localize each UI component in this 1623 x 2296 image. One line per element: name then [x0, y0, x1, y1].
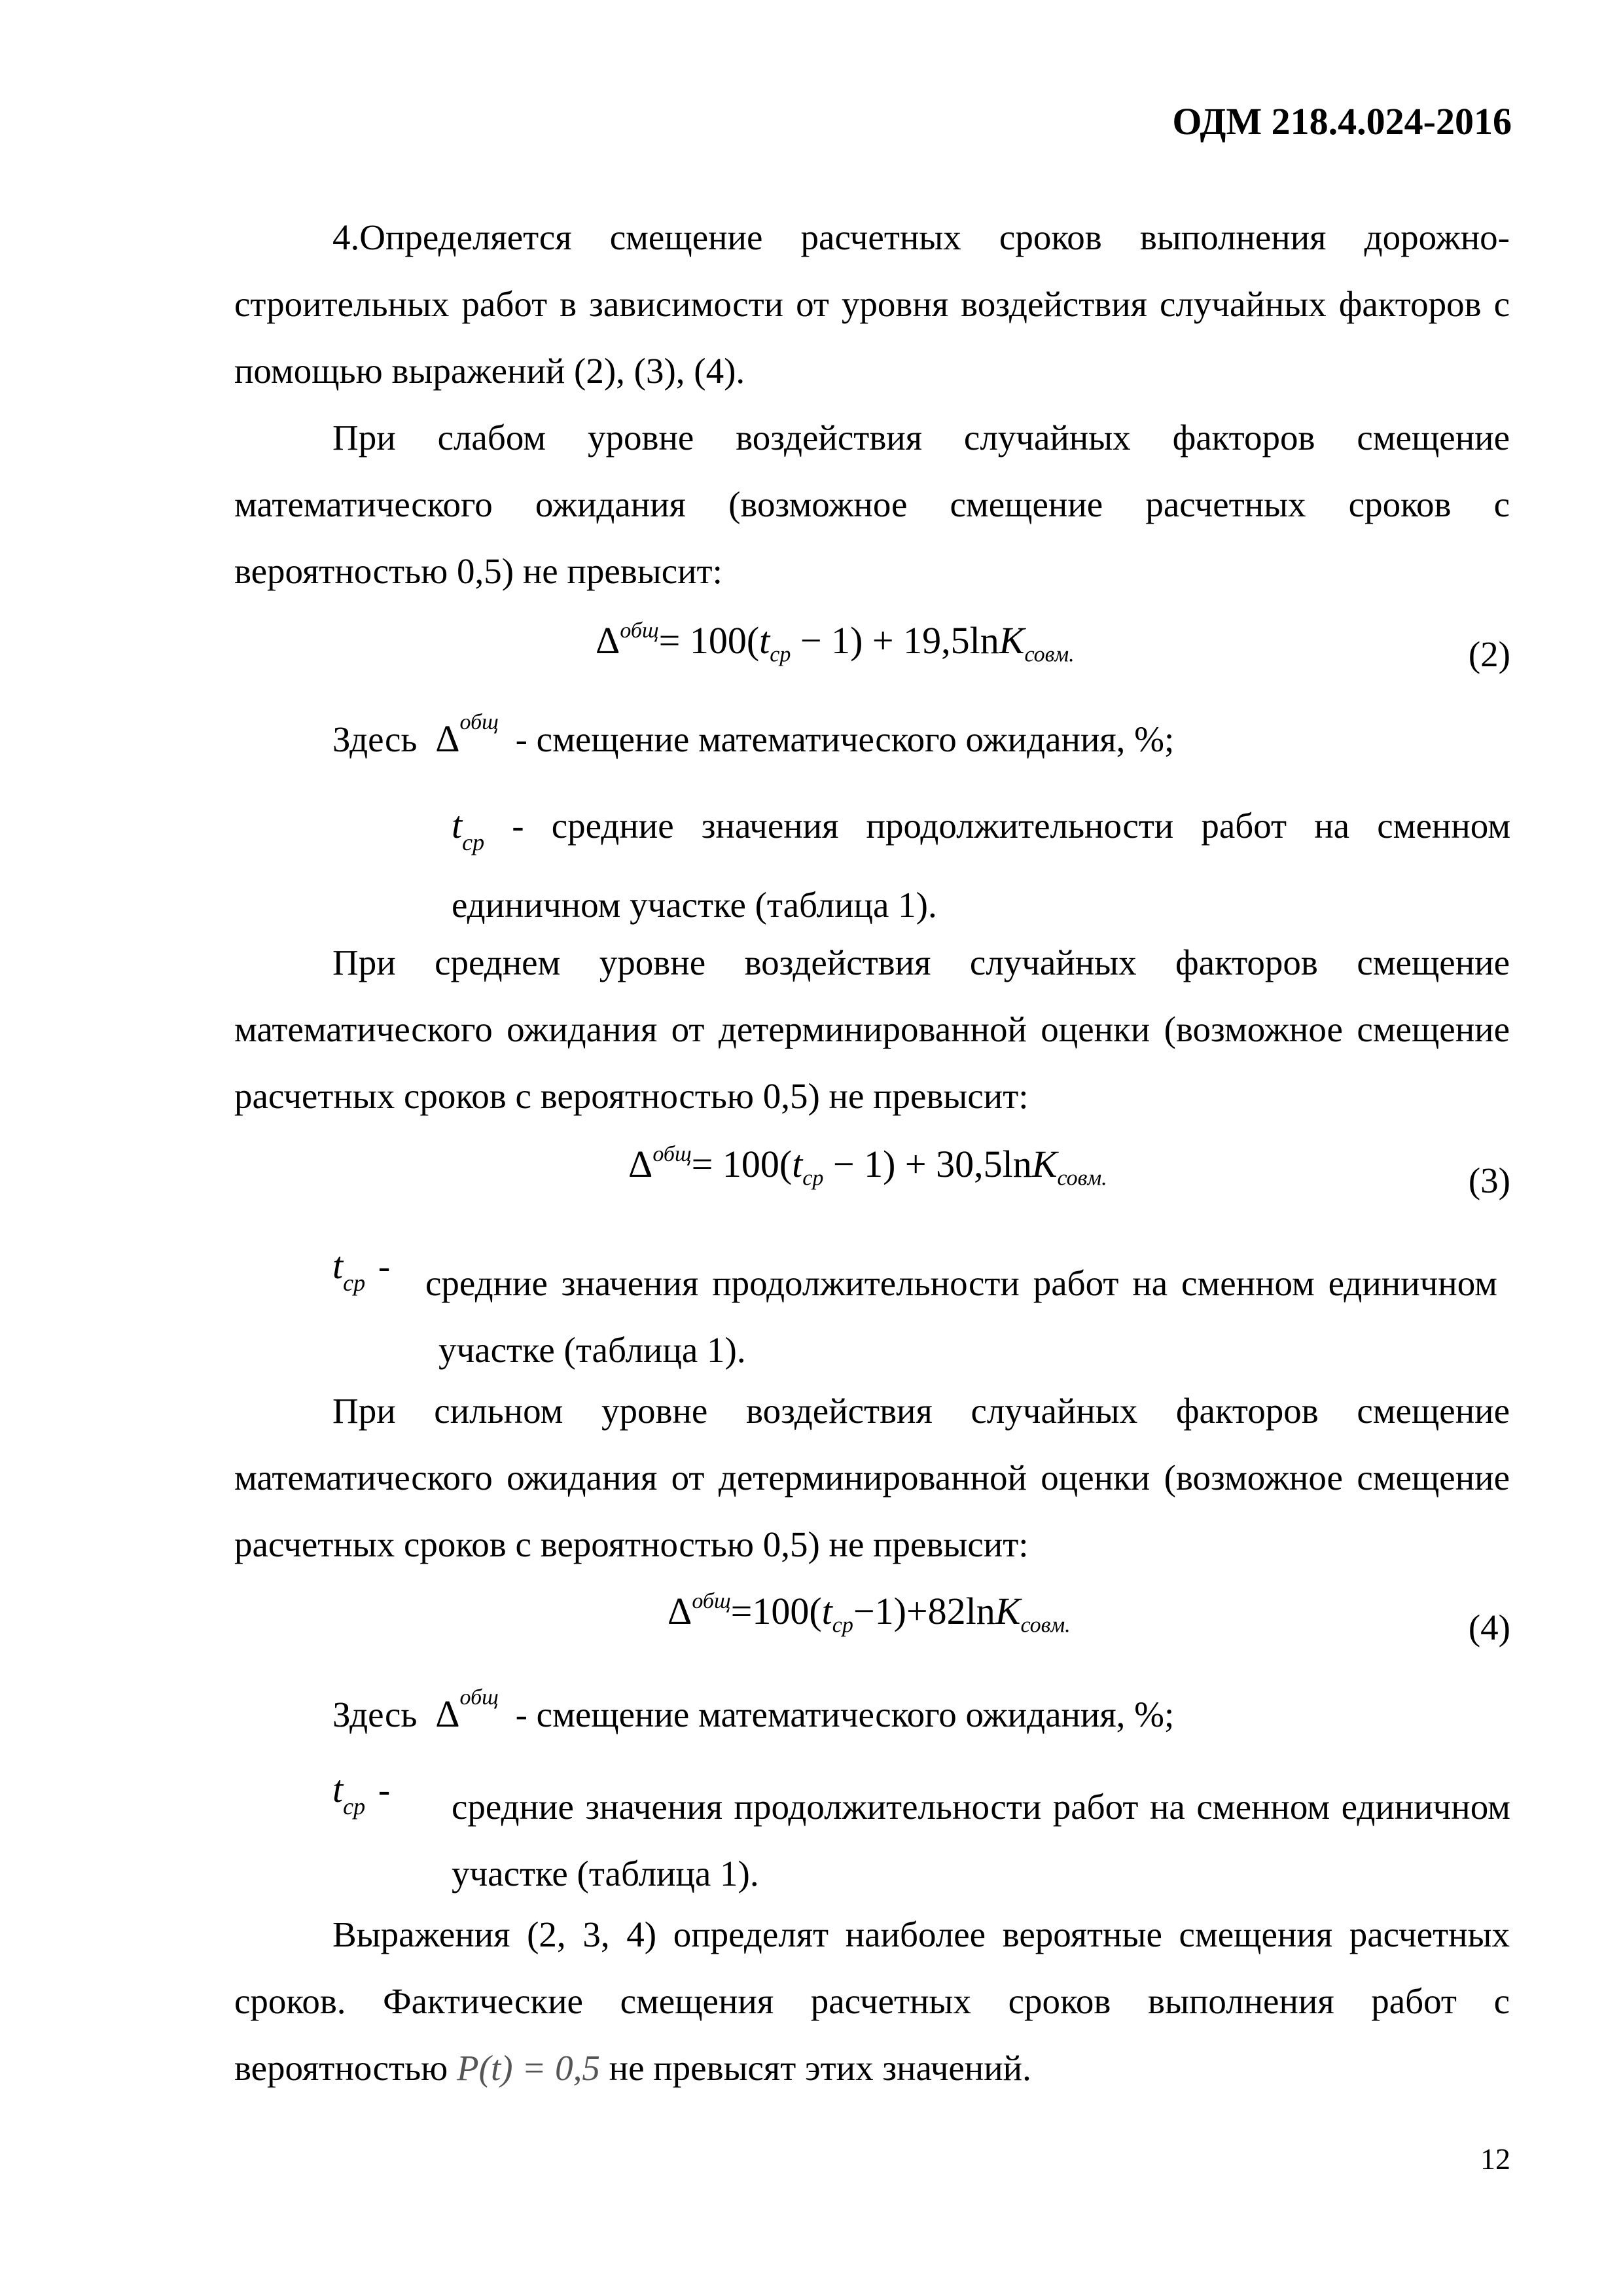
equation-2 [596, 619, 1075, 668]
variable-t: t [821, 1590, 832, 1632]
variable-k-subscript: совм. [1057, 1166, 1107, 1191]
definition-t-3-text-block [452, 1774, 1510, 1907]
definition-delta-2 [332, 1685, 1175, 1736]
definition-t-1 [452, 792, 1510, 939]
definition-text: - смещение математического ожидания, %; [515, 1695, 1175, 1734]
delta-symbol: Δ [435, 1693, 460, 1735]
paragraph-2-text: При слабом уровне воздействия случайных факторов смещение математического ожидания (возможное смещение расчетных сроков с вероятностью 0,5) не превысит: [234, 418, 1510, 591]
variable-t-subscript: ср [802, 1166, 824, 1191]
equation-body-part2: −1)+82ln [853, 1590, 995, 1632]
variable-t-subscript: ср [343, 1269, 366, 1296]
definition-text: средние значения продолжительности работ на сменном единичном участке (таблица 1). [452, 1787, 1510, 1893]
equation-3 [628, 1142, 1107, 1191]
variable-t-subscript: ср [343, 1793, 366, 1820]
delta-superscript: общ [692, 1588, 731, 1613]
document-code: ОДМ 218.4.024-2016 [1172, 100, 1512, 143]
definition-prefix: Здесь [332, 1695, 418, 1734]
equation-4 [668, 1589, 1071, 1638]
paragraph-4 [234, 1378, 1510, 1578]
definition-dash: - [378, 1770, 391, 1810]
paragraph-5 [234, 1901, 1510, 2102]
paragraph-3 [234, 929, 1510, 1130]
page-number: 12 [1480, 2142, 1510, 2176]
equation-3-number: (3) [1468, 1160, 1510, 1200]
paragraph-4-text: При сильном уровне воздействия случайных факторов смещение математического ожидания от детерминированной оценки (возможное смещение расчетных сроков с вероятностью 0,5) не превысит: [234, 1391, 1510, 1564]
equation-4-number: (4) [1468, 1607, 1510, 1647]
variable-k: K [999, 619, 1025, 662]
definition-t-2 [332, 1244, 391, 1296]
paragraph-3-text: При среднем уровне воздействия случайных факторов смещение математического ожидания от детерминированной оценки (возможное смещение расчетных сроков с вероятностью 0,5) не превысит: [234, 942, 1510, 1116]
variable-t: t [759, 619, 770, 662]
delta-superscript: общ [652, 1141, 692, 1166]
definition-dash: - [378, 1246, 391, 1286]
definition-delta-1 [332, 709, 1175, 761]
equation-body-part1: = 100( [691, 1143, 793, 1185]
equation-body-part2: − 1) + 19,5ln [791, 619, 999, 662]
equation-body-part2: − 1) + 30,5ln [823, 1143, 1032, 1185]
variable-t: t [332, 1768, 344, 1810]
delta-superscript: общ [459, 1685, 499, 1710]
equation-body-part1: = 100( [658, 619, 760, 662]
variable-t: t [792, 1143, 803, 1185]
definition-t-2-text-block [425, 1250, 1510, 1384]
paragraph-2 [234, 404, 1510, 605]
variable-t-subscript: ср [462, 829, 485, 855]
variable-k: K [995, 1590, 1021, 1632]
paragraph-1-text: 4.Определяется смещение расчетных сроков выполнения дорожно-строительных работ в зависимости от уровня воздействия случайных факторов с помощью выражений (2), (3), (4). [234, 217, 1510, 391]
definition-text: - смещение математического ожидания, %; [515, 719, 1175, 759]
variable-t: t [452, 804, 463, 846]
definition-prefix: Здесь [332, 719, 418, 759]
paragraph-5-tail: не превысят этих значений. [609, 2048, 1031, 2088]
definition-text: средние значения продолжительности работ на сменном единичном участке (таблица 1). [425, 1263, 1497, 1370]
delta-superscript: общ [620, 618, 659, 643]
variable-t: t [332, 1244, 344, 1287]
equation-body-part1: =100( [730, 1590, 822, 1632]
delta-superscript: общ [459, 709, 499, 734]
paragraph-5-text: Выражения (2, 3, 4) определят наиболее вероятные смещения расчетных сроков. Фактические смещения расчетных сроков выполнения работ с вероятностью [234, 1914, 1510, 2088]
probability-expression: P(t) = 0,5 [457, 2048, 600, 2088]
delta-symbol: Δ [668, 1590, 692, 1632]
variable-k-subscript: совм. [1020, 1613, 1071, 1638]
definition-text: - средние значения продолжительности работ на сменном единичном участке (таблица 1). [452, 806, 1511, 925]
variable-t-subscript: ср [832, 1613, 853, 1638]
delta-symbol: Δ [596, 619, 620, 662]
equation-2-number: (2) [1468, 634, 1510, 674]
variable-k-subscript: совм. [1024, 642, 1075, 667]
variable-t-subscript: ср [770, 642, 791, 667]
variable-k: K [1031, 1143, 1058, 1185]
definition-t-3 [332, 1767, 391, 1820]
delta-symbol: Δ [435, 717, 460, 760]
paragraph-1 [234, 204, 1510, 404]
delta-symbol: Δ [628, 1143, 653, 1185]
